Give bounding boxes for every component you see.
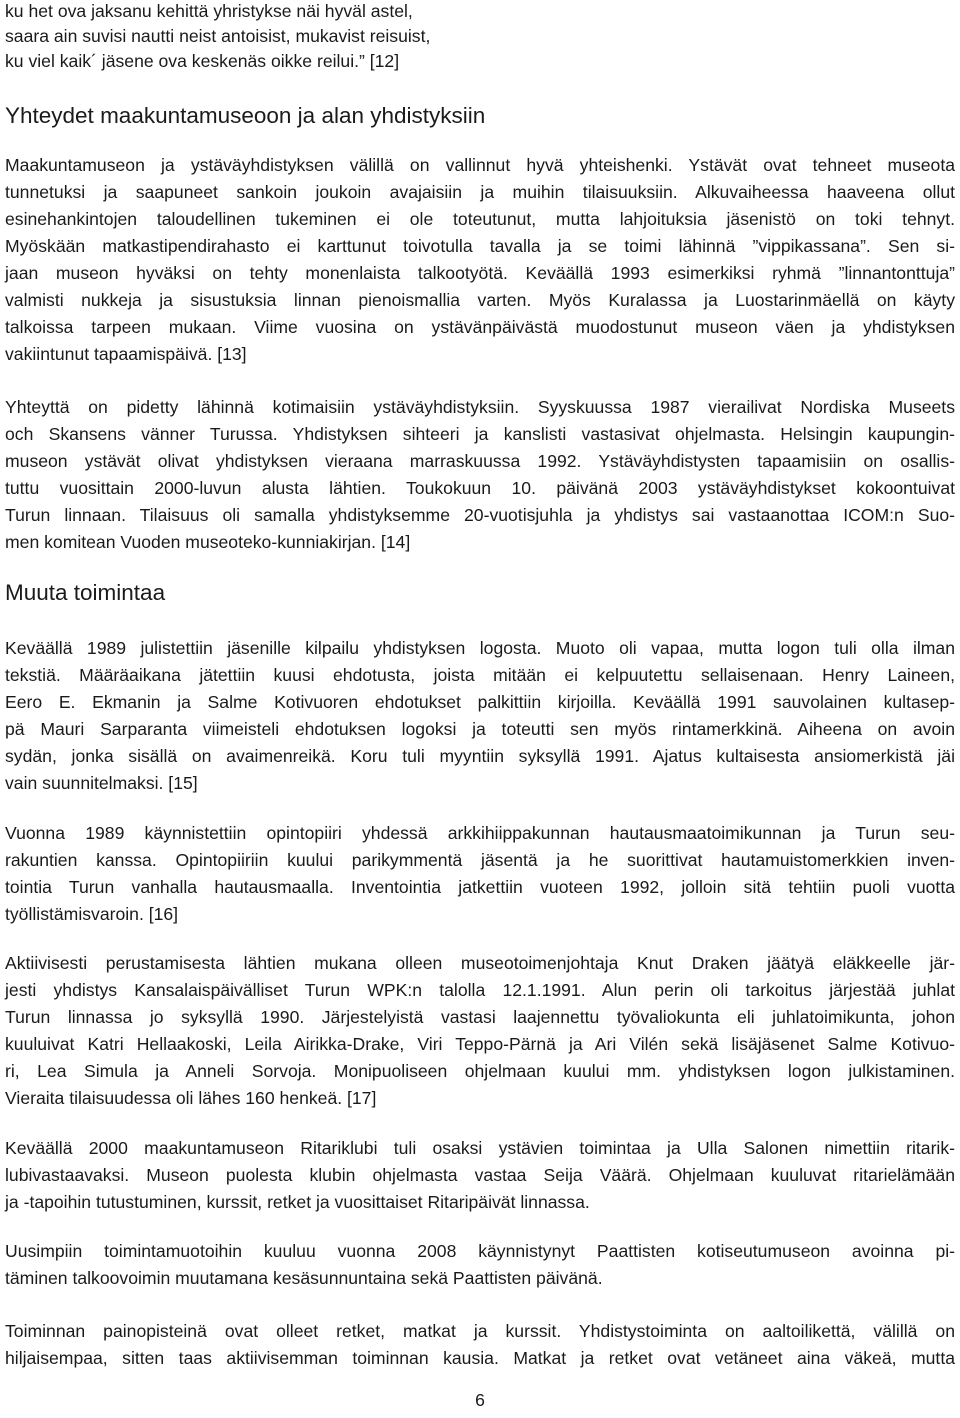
paragraph-line: Aktiivisesti perustamisesta lähtien mukana olleen museotoimenjohtaja Knut Draken jäätyä eläkkeelle jär- <box>5 953 955 973</box>
paragraph-line: esinehankintojen taloudellinen tukeminen ei ole toteutunut, mutta lahjoituksia jäsenistö on toki tehnyt. <box>5 209 955 229</box>
paragraph-line: Turun linnaan. Tilaisuus oli samalla yhdistyksemme 20-vuotisjuhla ja yhdistys sai vastaanottaa ICOM:n Suo- <box>5 505 955 525</box>
paragraph-line: vain suunnitelmaksi. [15] <box>5 773 198 793</box>
paragraph-line: hiljaisempaa, sitten taas aktiivisemman toiminnan kausia. Matkat ja retket ovat vetäneet aina väkeä, mutta <box>5 1348 955 1368</box>
section-heading-connections: Yhteydet maakuntamuseoon ja alan yhdistyksiin <box>5 103 486 128</box>
paragraph-line: tuttu vuosittain 2000-luvun alusta lähtien. Toukokuun 10. päivänä 2003 ystäväyhdistykset kokoontuivat <box>5 478 955 498</box>
paragraph-line: tointia Turun vanhalla hautausmaalla. Inventointia jatkettiin vuoteen 1992, jolloin sitä tehtiin puoli vuotta <box>5 877 955 897</box>
paragraph-line: och Skansens vänner Turussa. Yhdistyksen sihteeri ja kanslisti vastasivat ohjelmasta. Helsingin kaupungin- <box>5 424 955 444</box>
paragraph-line: talkoissa tarpeen mukaan. Viime vuosina on ystävänpäivästä muodostunut museon väen ja yhdistyksen <box>5 317 955 337</box>
section-heading-other-activities: Muuta toimintaa <box>5 580 166 605</box>
paragraph-line: ja -tapoihin tutustuminen, kurssit, retket ja vuosittaiset Ritaripäivät linnassa. <box>5 1192 590 1212</box>
paragraph-line: tekstiä. Määräaikana jätettiin kuusi ehdotusta, joista mitään ei kelpuutettu sellaisenaan. Henry Laineen, <box>5 665 955 685</box>
paragraph-line: jesti yhdistys Kansalaispäivälliset Turun WPK:n talolla 12.1.1991. Alun perin oli tarkoitus järjestää juhlat <box>5 980 955 1000</box>
paragraph-line: Yhteyttä on pidetty lähinnä kotimaisiin ystäväyhdistyksiin. Syyskuussa 1987 vierailivat Nordiska Museets <box>5 397 955 417</box>
paragraph-line: tunnetuksi ja saapuneet sankoin joukoin avajaisiin ja muihin tilaisuuksiin. Alkuvaiheessa haaveena ollut <box>5 182 955 202</box>
paragraph-line: työllistämisvaroin. [16] <box>5 904 179 924</box>
paragraph-line: jaan museon hyväksi on tehty monenlaista talkootyötä. Keväällä 1993 esimerkiksi ryhmä ”linnantonttuja” <box>5 263 955 283</box>
paragraph-line: pä Mauri Sarparanta viimeisteli ehdotuksen logoksi ja toteutti sen myös rintamerkkinä. Aiheena on avoin <box>5 719 955 739</box>
paragraph-line: Vuonna 1989 käynnistettiin opintopiiri yhdessä arkkihiippakunnan hautausmaatoimikunnan ja Turun seu- <box>5 823 955 843</box>
paragraph-line: Eero E. Ekmanin ja Salme Kotivuoren ehdotukset palkittiin kirjoilla. Keväällä 1991 sauvolainen kultasep- <box>5 692 955 712</box>
intro-line: ku het ova jaksanu kehittä yhristykse näi hyväl astel, <box>5 1 413 21</box>
paragraph-line: Myöskään matkastipendirahasto ei karttunut toivotulla tavalla ja se toimi lähinnä ”vippikassana”. Sen si- <box>5 236 955 256</box>
paragraph-line: Turun linnassa jo syksyllä 1990. Järjestelyistä vastasi laajennettu työvaliokunta eli juhlatoimikunta, johon <box>5 1007 955 1027</box>
paragraph-line: men komitean Vuoden museoteko-kunniakirjan. [14] <box>5 532 411 552</box>
paragraph-line: rakuntien kanssa. Opintopiiriin kuului parikymmentä jäsentä ja he suorittivat hautamuistomerkkien inven- <box>5 850 955 870</box>
paragraph-line: Keväällä 2000 maakuntamuseon Ritariklubi tuli osaksi ystävien toimintaa ja Ulla Salonen nimettiin ritarik- <box>5 1138 955 1158</box>
paragraph-line: sydän, jonka sisällä on avaimenreikä. Koru tuli myyntiin syksyllä 1991. Ajatus kultaisesta ansiomerkistä jäi <box>5 746 955 766</box>
page-number: 6 <box>475 1390 485 1410</box>
paragraph-line: ri, Lea Simula ja Anneli Sorvoja. Monipuoliseen ohjelmaan kuului mm. yhdistyksen logon julkistaminen. <box>5 1061 955 1081</box>
intro-line: saara ain suvisi nautti neist antoisist, mukavist reisuist, <box>5 26 431 46</box>
paragraph-line: täminen talkoovoimin muutamana kesäsunnuntaina sekä Paattisten päivänä. <box>5 1268 603 1288</box>
paragraph-line: Maakuntamuseon ja ystäväyhdistyksen välillä on vallinnut hyvä yhteishenki. Ystävät ovat tehneet museota <box>5 155 955 175</box>
paragraph-line: Keväällä 1989 julistettiin jäsenille kilpailu yhdistyksen logosta. Muoto oli vapaa, mutta logon tuli olla ilman <box>5 638 955 658</box>
paragraph-line: Toiminnan painopisteinä ovat olleet retket, matkat ja kurssit. Yhdistystoiminta on aaltoilikettä, välillä on <box>5 1321 955 1341</box>
paragraph-line: Vieraita tilaisuudessa oli lähes 160 henkeä. [17] <box>5 1088 377 1108</box>
paragraph-line: vakiintunut tapaamispäivä. [13] <box>5 344 247 364</box>
paragraph-line: Uusimpiin toimintamuotoihin kuuluu vuonna 2008 käynnistynyt Paattisten kotiseutumuseon avoinna pi- <box>5 1241 955 1261</box>
paragraph-line: valmisti nukkeja ja sisustuksia linnan pienoismallia varten. Myös Kuralassa ja Luostarinmäellä on käyty <box>5 290 955 310</box>
paragraph-line: museon ystävät olivat yhdistyksen vieraana marraskuussa 1992. Ystäväyhdistysten tapaamisiin on osallis- <box>5 451 955 471</box>
intro-line: ku viel kaik´ jäsene ova keskenäs oikke reilui.” [12] <box>5 51 400 71</box>
paragraph-line: lubivastaavaksi. Museon puolesta klubin ohjelmasta vastaa Seija Väärä. Ohjelmaan kuuluvat ritarielämään <box>5 1165 955 1185</box>
paragraph-line: kuuluivat Katri Hellaakoski, Leila Airikka-Drake, Viri Teppo-Pärnä ja Ari Vilén sekä lisäjäsenet Salme Kotivuo- <box>5 1034 955 1054</box>
